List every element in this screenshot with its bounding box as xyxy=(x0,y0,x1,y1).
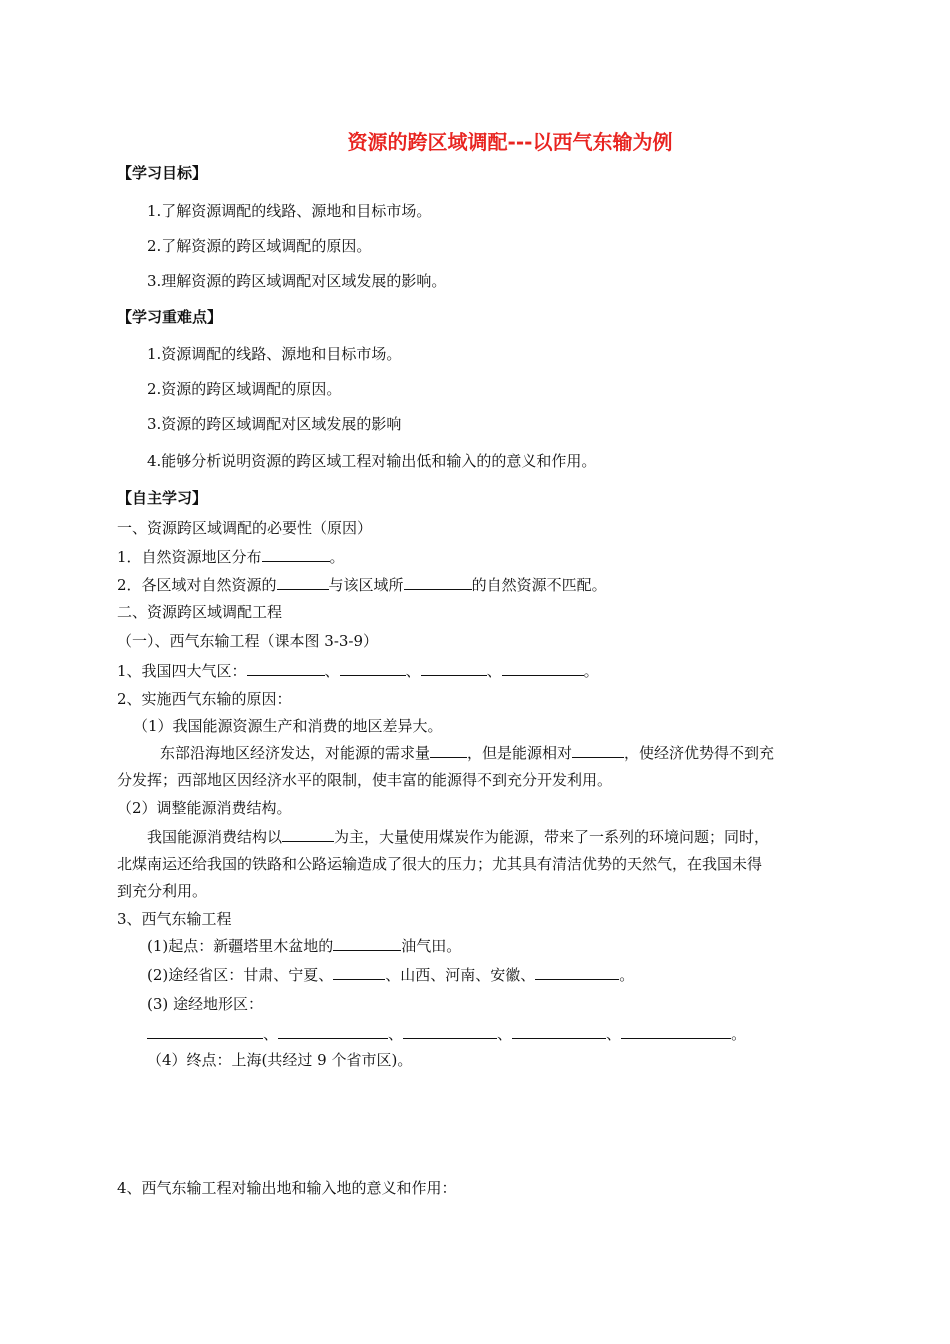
page-title: 资源的跨区域调配---以西气东输为例 xyxy=(347,130,673,154)
paragraph-line xyxy=(147,827,769,847)
question-text: 的自然资源不匹配。 xyxy=(471,576,607,594)
item-text: 。 xyxy=(619,966,635,984)
objectives-heading: 【学习目标】 xyxy=(117,164,208,182)
answer-blank[interactable] xyxy=(572,743,624,758)
terrain-blanks xyxy=(147,1024,746,1044)
answer-blank[interactable] xyxy=(147,1024,263,1039)
paragraph-line: 到充分利用。 xyxy=(117,882,208,900)
paragraph-line: 分发挥；西部地区因经济水平的限制，使丰富的能源得不到充分开发利用。 xyxy=(117,771,613,789)
item-start-point xyxy=(147,936,461,956)
answer-blank[interactable] xyxy=(512,1024,606,1039)
question-text: 。 xyxy=(329,548,345,566)
question-1 xyxy=(117,547,345,567)
paragraph-text: 我国能源消费结构以 xyxy=(147,828,283,846)
answer-blank[interactable] xyxy=(430,743,467,758)
key-point-item: 4.能够分析说明资源的跨区域工程对输出低和输入的的意义和作用。 xyxy=(147,452,597,470)
answer-blank[interactable] xyxy=(278,1024,388,1039)
answer-blank[interactable] xyxy=(277,575,329,590)
answer-blank[interactable] xyxy=(282,827,334,842)
key-points-heading: 【学习重难点】 xyxy=(117,308,223,326)
answer-blank[interactable] xyxy=(340,661,406,676)
answer-blank[interactable] xyxy=(403,1024,497,1039)
paragraph-text: ，使经济优势得不到充 xyxy=(624,744,775,762)
answer-blank[interactable] xyxy=(621,1024,731,1039)
objective-item: 3.理解资源的跨区域调配对区域发展的影响。 xyxy=(147,272,447,290)
separator: 、 xyxy=(497,1025,513,1043)
answer-blank[interactable] xyxy=(247,661,325,676)
key-point-item: 3.资源的跨区域调配对区域发展的影响 xyxy=(147,415,402,433)
reason-2: （2）调整能源消费结构。 xyxy=(117,799,292,817)
objective-item: 2.了解资源的跨区域调配的原因。 xyxy=(147,237,372,255)
item-end-point: （4）终点：上海(共经过 9 个省市区)。 xyxy=(147,1051,413,1069)
question-3 xyxy=(117,661,599,681)
separator: 。 xyxy=(731,1025,747,1043)
item-text: (1)起点：新疆塔里木盆地的 xyxy=(147,937,334,955)
separator: 、 xyxy=(263,1025,279,1043)
separator: 、 xyxy=(324,662,340,680)
item-text: 油气田。 xyxy=(401,937,462,955)
question-4: 2、实施西气东输的原因： xyxy=(117,690,292,708)
subsection-heading: （一）、西气东输工程（课本图 3-3-9） xyxy=(117,632,379,650)
question-6: 4、西气东输工程对输出地和输入地的意义和作用： xyxy=(117,1179,457,1197)
answer-blank[interactable] xyxy=(333,936,401,951)
item-provinces xyxy=(147,965,634,985)
paragraph-line xyxy=(160,743,774,763)
question-5: 3、西气东输工程 xyxy=(117,910,232,928)
paragraph-text: 东部沿海地区经济发达，对能源的需求量 xyxy=(160,744,431,762)
answer-blank[interactable] xyxy=(421,661,487,676)
item-text: (2)途经省区：甘肃、宁夏、 xyxy=(147,966,334,984)
answer-blank[interactable] xyxy=(262,547,330,562)
key-point-item: 1.资源调配的线路、源地和目标市场。 xyxy=(147,345,402,363)
separator: 、 xyxy=(606,1025,622,1043)
separator: 、 xyxy=(486,662,502,680)
paragraph-text: ，但是能源相对 xyxy=(467,744,573,762)
item-text: 、山西、河南、安徽、 xyxy=(385,966,536,984)
question-2 xyxy=(117,575,607,595)
section-heading: 一、资源跨区域调配的必要性（原因） xyxy=(117,519,373,537)
item-terrain: (3) 途经地形区： xyxy=(147,995,264,1013)
objective-item: 1.了解资源调配的线路、源地和目标市场。 xyxy=(147,202,432,220)
answer-blank[interactable] xyxy=(404,575,472,590)
answer-blank[interactable] xyxy=(333,965,385,980)
reason-1: （1）我国能源资源生产和消费的地区差异大。 xyxy=(133,717,443,735)
separator: 、 xyxy=(405,662,421,680)
paragraph-line: 北煤南运还给我国的铁路和公路运输造成了很大的压力；尤其具有清洁优势的天然气，在我国未得 xyxy=(117,855,763,873)
answer-blank[interactable] xyxy=(535,965,619,980)
paragraph-text: 为主，大量使用煤炭作为能源，带来了一系列的环境问题；同时， xyxy=(334,828,770,846)
answer-blank[interactable] xyxy=(502,661,584,676)
question-text: 与该区域所 xyxy=(328,576,404,594)
self-study-heading: 【自主学习】 xyxy=(117,489,208,507)
key-point-item: 2.资源的跨区域调配的原因。 xyxy=(147,380,342,398)
question-text: 1．自然资源地区分布 xyxy=(117,548,262,566)
question-text: 。 xyxy=(583,662,599,680)
question-text: 1、我国四大气区： xyxy=(117,662,247,680)
section-heading: 二、资源跨区域调配工程 xyxy=(117,603,283,621)
separator: 、 xyxy=(388,1025,404,1043)
question-text: 2．各区域对自然资源的 xyxy=(117,576,277,594)
